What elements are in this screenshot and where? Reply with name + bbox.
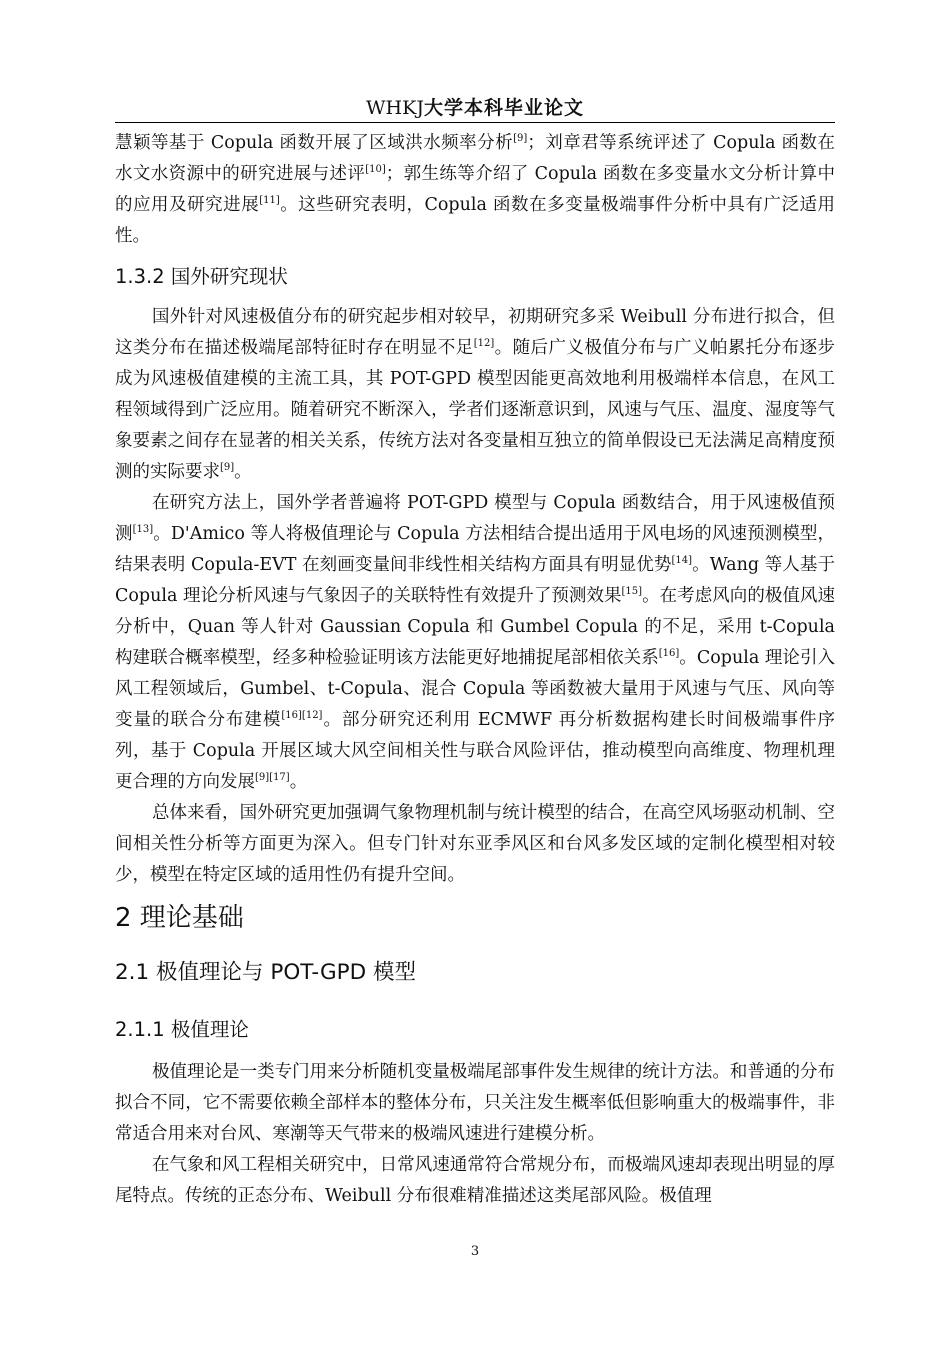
citation-ref: [16] <box>658 648 680 660</box>
paragraph-foreign-extreme-wind <box>115 302 835 488</box>
text-run: 。这些研究表明，Copula 函数在多变量极端事件分析中具有广泛适用性。 <box>115 195 835 246</box>
citation-ref: [12] <box>473 338 495 350</box>
text-run: 。Copula 理论引入风工程领域后，Gumbel、t-Copula、混合 Copula 等函数被大量用于风速与气压、风向等变量的联合分布建模 <box>115 648 835 730</box>
text-run: 总体来看，国外研究更加强调气象物理机制与统计模型的结合，在高空风场驱动机制、空间相关性分析等方面更为深入。但专门针对东亚季风区和台风多发区域的定制化模型相对较少，模型在特定区域的适用性仍有提升空间。 <box>115 803 835 885</box>
citation-ref: [16][12] <box>281 710 323 722</box>
text-run: 。Wang 等人基于 Copula 理论分析风速与气象因子的关联特性有效提升了预测效果 <box>115 555 835 606</box>
header-title: 大学本科毕业论文 <box>423 97 584 119</box>
text-run: 极值理论是一类专门用来分析随机变量极端尾部事件发生规律的统计方法。和普通的分布拟合不同，它不需要依赖全部样本的整体分布，只关注发生概率低但影响重大的极端事件，非常适合用来对台风、寒潮等天气带来的极端风速进行建模分析。 <box>115 1062 835 1144</box>
paragraph-heavy-tail <box>115 1150 835 1212</box>
section-heading-2-1-1: 2.1.1 极值理论 <box>115 1018 249 1041</box>
citation-ref: [9][17] <box>255 772 290 784</box>
page-number: 3 <box>470 1244 480 1259</box>
text-run: ；刘章君等系统评述了 Copula 函数在水文水资源中的研究进展与述评 <box>115 133 835 184</box>
citation-ref: [14] <box>671 555 693 567</box>
text-run: 。 <box>289 772 308 792</box>
citation-ref: [10] <box>365 164 386 176</box>
paragraph-research-methods <box>115 488 835 798</box>
header-rule <box>115 122 835 123</box>
citation-ref: [9] <box>513 133 528 145</box>
text-run: 。部分研究还利用 ECMWF 再分析数据构建长时间极端事件序列，基于 Copula 开展区域大风空间相关性与联合风险评估，推动模型向高维度、物理机理更合理的方向发展 <box>115 710 836 792</box>
text-run: 在研究方法上，国外学者普遍将 POT-GPD 模型与 Copula 函数结合，用于风速极值预测 <box>115 493 835 544</box>
text-run: 。在考虑风向的极值风速分析中，Quan 等人针对 Gaussian Copula 和 Gumbel Copula 的不足，采用 t-Copula 构建联合概率模型，经多种检验证明该方法能更好地捕捉尾部相依关系 <box>115 586 835 668</box>
citation-ref: [9] <box>220 462 235 474</box>
text-run: 。D'Amico 等人将极值理论与 Copula 方法相结合提出适用于风电场的风速预测模型，结果表明 Copula-EVT 在刻画变量间非线性相关结构方面具有明显优势 <box>115 524 836 575</box>
paragraph-copula-domestic <box>115 128 835 252</box>
text-run: 国外针对风速极值分布的研究起步相对较早，初期研究多采 Weibull 分布进行拟合，但这类分布在描述极端尾部特征时存在明显不足 <box>115 307 835 358</box>
text-run: 在气象和风工程相关研究中，日常风速通常符合常规分布，而极端风速却表现出明显的厚尾特点。传统的正态分布、Weibull 分布很难精准描述这类尾部风险。极值理 <box>115 1155 835 1206</box>
text-run: 。随后广义极值分布与广义帕累托分布逐步成为风速极值建模的主流工具，其 POT-GPD 模型因能更高效地利用极端样本信息，在风工程领域得到广泛应用。随着研究不断深入，学者们逐渐意识到，风速与气压、温度、湿度等气象要素之间存在显著的相关关系，传统方法对各变量相互独立的简单假设已无法满足高精度预测的实际要求 <box>115 338 835 482</box>
paragraph-summary <box>115 798 835 891</box>
section-heading-2-1: 2.1 极值理论与 POT-GPD 模型 <box>115 960 416 985</box>
citation-ref: [11] <box>259 195 280 207</box>
citation-ref: [13] <box>132 524 154 536</box>
page-body <box>115 128 835 1212</box>
text-run: 。 <box>234 462 252 482</box>
running-header <box>115 96 835 120</box>
section-heading-1-3-2: 1.3.2 国外研究现状 <box>115 265 288 288</box>
text-run: ；郭生练等介绍了 Copula 函数在多变量水文分析计算中的应用及研究进展 <box>115 164 835 215</box>
chapter-heading-2: 2 理论基础 <box>115 903 244 933</box>
citation-ref: [15] <box>621 586 643 598</box>
header-code: WHKJ <box>366 97 424 119</box>
text-run: 慧颖等基于 Copula 函数开展了区域洪水频率分析 <box>115 133 514 153</box>
paragraph-extreme-value-theory <box>115 1057 835 1150</box>
